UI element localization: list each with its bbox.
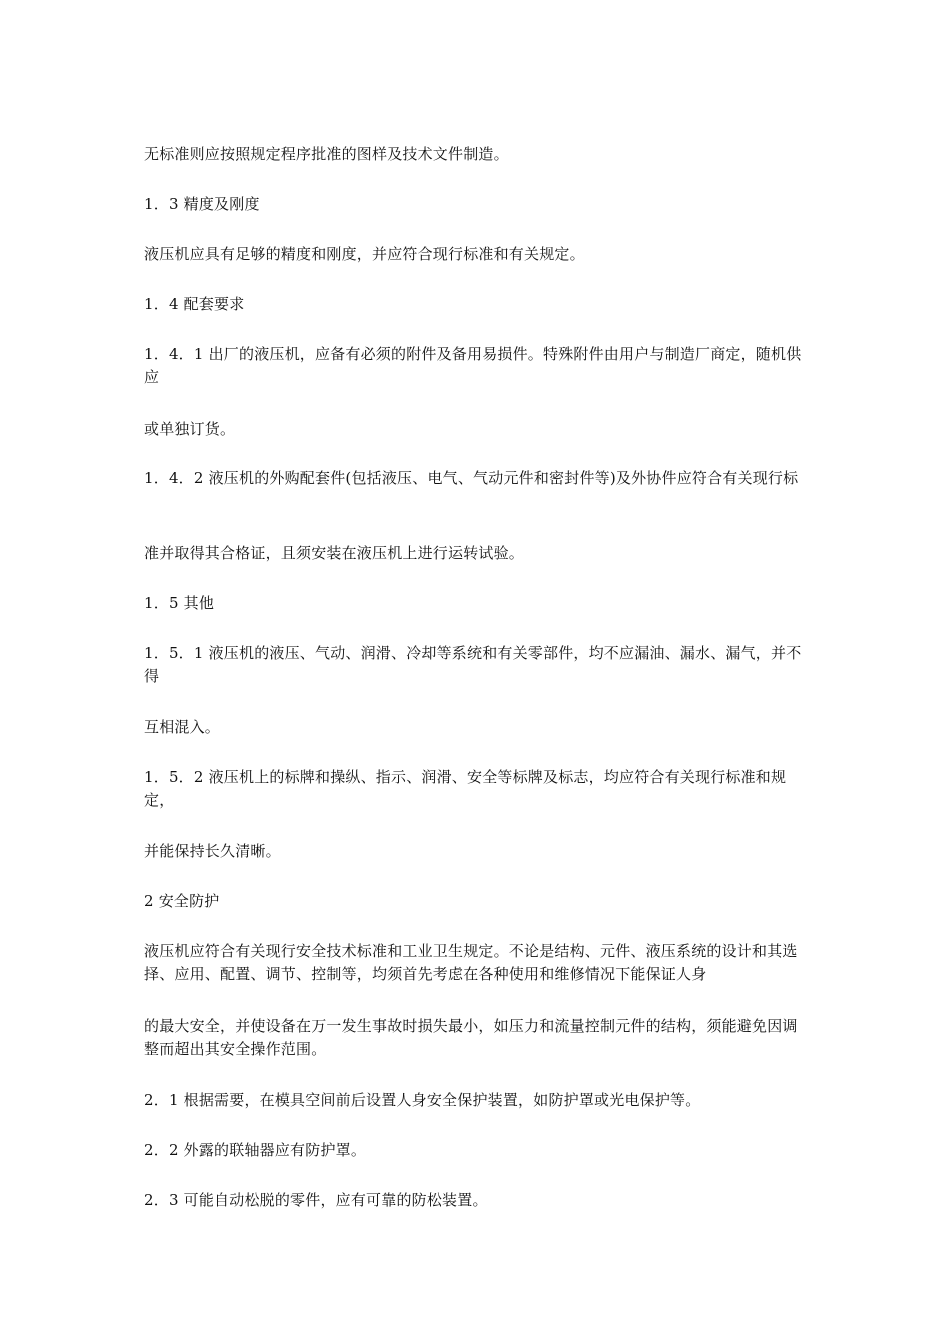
paragraph-text: 准并取得其合格证，且须安装在液压机上进行运转试验。 xyxy=(144,544,525,562)
clause-2-1: 2．1 根据需要，在模具空间前后设置人身安全保护装置，如防护罩或光电保护等。 xyxy=(144,1091,701,1109)
section-heading-1-5: 1．5 其他 xyxy=(144,594,215,612)
paragraph-text: 并能保持长久清晰。 xyxy=(144,842,281,860)
section-heading-2: 2 安全防护 xyxy=(144,892,220,910)
clause-1-4-1: 1．4．1 出厂的液压机，应备有必须的附件及备用易损件。特殊附件由用户与制造厂商定，随机供应 xyxy=(144,345,802,386)
clause-1-4-2: 1．4．2 液压机的外购配套件(包括液压、电气、气动元件和密封件等)及外协件应符合有关现行标 xyxy=(144,469,799,487)
paragraph-text: 的最大安全，并使设备在万一发生事故时损失最小，如压力和流量控制元件的结构，须能避免因调整而超出其安全操作范围。 xyxy=(144,1017,798,1058)
paragraph-text: 无标准则应按照规定程序批准的图样及技术文件制造。 xyxy=(144,145,509,163)
paragraph-text: 液压机应符合有关现行安全技术标准和工业卫生规定。不论是结构、元件、液压系统的设计和其选择、应用、配置、调节、控制等，均须首先考虑在各种使用和维修情况下能保证人身 xyxy=(144,942,798,983)
clause-2-3: 2．3 可能自动松脱的零件，应有可靠的防松装置。 xyxy=(144,1191,488,1209)
clause-2-2: 2．2 外露的联轴器应有防护罩。 xyxy=(144,1141,367,1159)
clause-1-5-2: 1．5．2 液压机上的标牌和操纵、指示、润滑、安全等标牌及标志，均应符合有关现行标准和规定， xyxy=(144,768,787,809)
section-heading-1-4: 1．4 配套要求 xyxy=(144,295,245,313)
paragraph-text: 互相混入。 xyxy=(144,718,221,736)
section-heading-1-3: 1．3 精度及刚度 xyxy=(144,195,260,213)
paragraph-text: 液压机应具有足够的精度和刚度，并应符合现行标准和有关规定。 xyxy=(144,245,585,263)
paragraph-text: 或单独订货。 xyxy=(144,420,236,438)
clause-1-5-1: 1．5．1 液压机的液压、气动、润滑、冷却等系统和有关零部件，均不应漏油、漏水、漏气，并不得 xyxy=(144,644,802,685)
